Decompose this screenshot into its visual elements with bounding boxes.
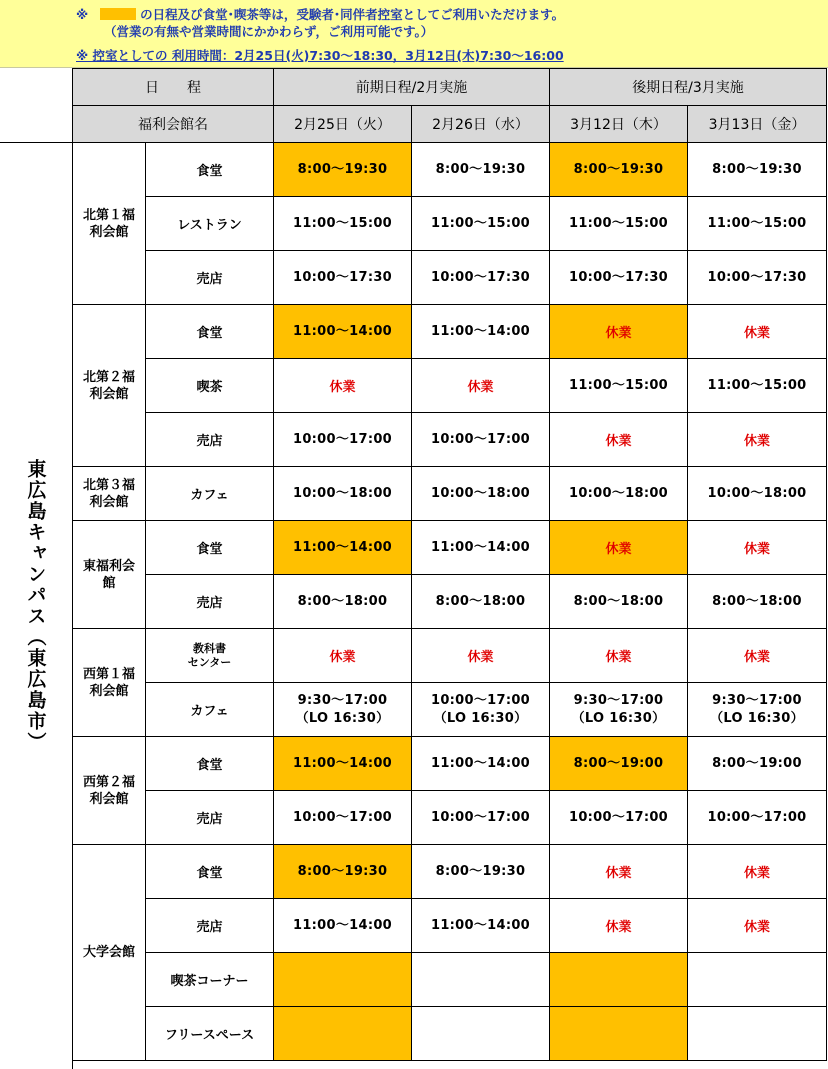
schedule-header: 日 程 [73,69,274,106]
hours-cell: 11:00～15:00 [550,197,688,251]
hours-cell: 8:00～19:30 [274,845,412,899]
building-name: 北第２福 利会館 [73,305,146,467]
closed-cell: 休業 [688,845,827,899]
hours-cell [550,953,688,1007]
table-row [73,791,827,845]
hours-cell [688,953,827,1007]
hours-cell: 11:00～15:00 [412,197,550,251]
hours-cell: 8:00～18:00 [550,575,688,629]
facility-name: 売店 [146,899,274,953]
closed-cell: 休業 [412,359,550,413]
closed-cell: 休業 [550,845,688,899]
facility-name: 食堂 [146,845,274,899]
hours-cell: 8:00～19:30 [550,143,688,197]
hours-cell: 9:30～17:00 （LO 16:30） [688,683,827,737]
hours-cell: 11:00～14:00 [412,737,550,791]
header-row-periods [73,69,827,106]
closed-cell: 休業 [550,521,688,575]
closed-cell: 休業 [550,413,688,467]
facility-name: カフェ [146,467,274,521]
hours-cell [412,1007,550,1061]
hours-cell: 8:00～19:00 [550,737,688,791]
hours-cell: 10:00～17:00 [412,791,550,845]
building-name: 大学会館 [73,845,146,1061]
facility-name: 喫茶コーナー [146,953,274,1007]
hours-cell [550,1007,688,1061]
closed-cell: 休業 [688,629,827,683]
period1-header: 前期日程/2月実施 [274,69,550,106]
table-row [73,143,827,197]
hours-cell: 11:00～14:00 [274,521,412,575]
hours-cell: 11:00～14:00 [274,305,412,359]
hours-cell: 11:00～15:00 [274,197,412,251]
campus-label-text: 東広島キャンパス（東広島市） [24,459,47,753]
facility-name: 売店 [146,791,274,845]
header-row-dates [73,106,827,143]
period2-header: 後期日程/3月実施 [550,69,827,106]
hours-cell: 10:00～18:00 [688,467,827,521]
schedule-table [72,68,827,1061]
notice-mark: ※ [76,7,89,22]
hours-cell: 8:00～19:30 [412,845,550,899]
table-row [73,629,827,683]
table-row [73,467,827,521]
building-name: 北第３福 利会館 [73,467,146,521]
closed-cell: 休業 [688,305,827,359]
facility-name: レストラン [146,197,274,251]
hours-cell [274,953,412,1007]
hours-cell: 8:00～19:30 [688,143,827,197]
facility-name: 食堂 [146,305,274,359]
notice-text-1: の日程及び食堂･喫茶等は，受験者･同伴者控室としてご利用いただけます。 [140,7,565,22]
closed-cell: 休業 [550,629,688,683]
hours-cell: 8:00～18:00 [412,575,550,629]
notice-line-2: （営業の有無や営業時間にかかわらず，ご利用可能です。） [104,24,434,39]
hours-cell: 10:00～18:00 [550,467,688,521]
facility-name: 教科書 センター [146,629,274,683]
hours-cell: 10:00～17:00 [550,791,688,845]
campus-label [0,142,73,1069]
table-row [73,845,827,899]
table-row [73,251,827,305]
hours-cell: 8:00～19:30 [412,143,550,197]
table-row [73,413,827,467]
date-header: 3月12日（木） [550,106,688,143]
table-row [73,899,827,953]
facility-name: 売店 [146,575,274,629]
hours-cell: 10:00～17:30 [550,251,688,305]
closed-cell: 休業 [412,629,550,683]
hours-cell: 10:00～17:00 [274,791,412,845]
building-name: 東福利会 館 [73,521,146,629]
hours-cell: 11:00～14:00 [274,737,412,791]
hours-cell: 10:00～17:30 [688,251,827,305]
hours-cell: 10:00～17:00 [688,791,827,845]
closed-cell: 休業 [550,899,688,953]
date-header: 2月25日（火） [274,106,412,143]
hours-cell: 10:00～17:00 （LO 16:30） [412,683,550,737]
hours-cell: 10:00～17:00 [274,413,412,467]
notice-line-3: ※ 控室としての 利用時間：2月25日(火)7:30～18:30，3月12日(木)7:30～16:00 [76,48,564,63]
facility-name: カフェ [146,683,274,737]
highlight-legend-swatch [100,8,136,20]
notice-banner [0,0,828,68]
facility-name: 売店 [146,413,274,467]
hours-cell: 11:00～15:00 [688,359,827,413]
hours-cell: 11:00～15:00 [688,197,827,251]
hours-cell: 10:00～17:30 [412,251,550,305]
hours-cell: 11:00～14:00 [274,899,412,953]
hours-cell: 10:00～17:30 [274,251,412,305]
hours-cell [688,1007,827,1061]
hours-cell: 9:30～17:00 （LO 16:30） [550,683,688,737]
date-header: 2月26日（水） [412,106,550,143]
hours-cell: 10:00～18:00 [274,467,412,521]
hours-cell: 11:00～14:00 [412,899,550,953]
notice-line-1 [76,5,564,23]
date-header: 3月13日（金） [688,106,827,143]
hours-cell [412,953,550,1007]
facility-name: 売店 [146,251,274,305]
table-row [73,1007,827,1061]
hours-cell: 10:00～17:00 [412,413,550,467]
closed-cell: 休業 [688,413,827,467]
closed-cell: 休業 [550,305,688,359]
closed-cell: 休業 [274,629,412,683]
facility-name: フリースペース [146,1007,274,1061]
hours-cell [274,1007,412,1061]
closed-cell: 休業 [688,521,827,575]
table-row [73,575,827,629]
table-row [73,359,827,413]
table-row [73,737,827,791]
facility-name: 食堂 [146,143,274,197]
hours-cell: 10:00～18:00 [412,467,550,521]
closed-cell: 休業 [274,359,412,413]
hours-cell: 9:30～17:00 （LO 16:30） [274,683,412,737]
hours-cell: 11:00～14:00 [412,305,550,359]
table-row [73,683,827,737]
facility-name: 食堂 [146,737,274,791]
hours-cell: 8:00～18:00 [274,575,412,629]
building-name: 西第１福 利会館 [73,629,146,737]
table-row [73,197,827,251]
building-name: 北第１福 利会館 [73,143,146,305]
closed-cell: 休業 [688,899,827,953]
hours-cell: 11:00～15:00 [550,359,688,413]
facility-name: 喫茶 [146,359,274,413]
hours-cell: 8:00～19:00 [688,737,827,791]
table-row [73,521,827,575]
table-row [73,953,827,1007]
hours-cell: 8:00～19:30 [274,143,412,197]
hours-cell: 8:00～18:00 [688,575,827,629]
hall-name-header: 福利会館名 [73,106,274,143]
table-row [73,305,827,359]
building-name: 西第２福 利会館 [73,737,146,845]
hours-cell: 11:00～14:00 [412,521,550,575]
facility-name: 食堂 [146,521,274,575]
